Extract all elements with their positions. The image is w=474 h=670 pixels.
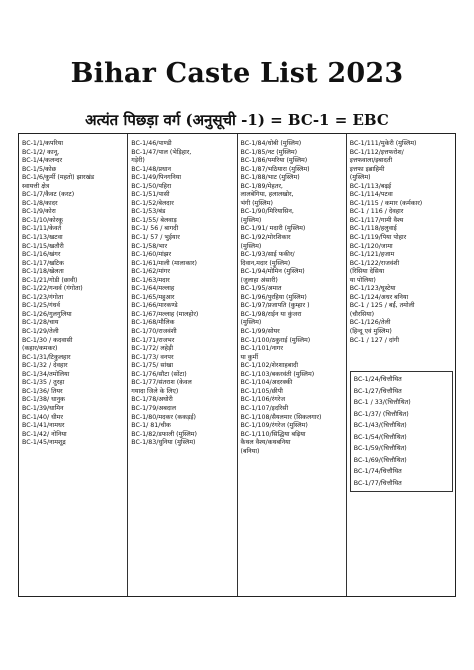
- caste-entry: BC-1/99/सोयर: [240, 328, 280, 336]
- caste-entry: या पोलिया): [349, 276, 376, 284]
- caste-entry: गड़ेरी): [131, 157, 145, 165]
- caste-entry: (मुस्लिम): [349, 174, 371, 182]
- caste-entry: BC-1/42/ नोनिया: [22, 430, 67, 438]
- caste-entry: BC-1/84/धोबी (मुस्लिम): [240, 140, 302, 147]
- caste-entry: BC-1/118/हलुवाई: [349, 225, 397, 233]
- caste-entry: (जुलाहा अंसारी): [240, 276, 278, 284]
- section-heading: अत्यंत पिछड़ा वर्ग (अनुसूची -1) = BC-1 = EBC: [85, 111, 389, 129]
- caste-entry: BC-1/85/नट (मुस्लिम): [240, 148, 298, 156]
- caste-entry: BC-1/89/मेहतर,: [240, 182, 283, 190]
- caste-entry: BC-1/62/मांगर: [131, 268, 170, 276]
- caste-entry: BC-1/119/पिया पोहार: [349, 234, 407, 242]
- caste-entry: BC-1/ 56 / बागदी: [131, 225, 179, 233]
- caste-entry: इत्तफवाला/इबादती: [349, 157, 393, 165]
- caste-entry: BC-1/18/खेलता: [22, 268, 64, 276]
- caste-entry: BC-1 / 116 / देवहार: [349, 208, 404, 216]
- caste-entry: BC-1/53/बंड: [131, 208, 166, 216]
- caste-entry: BC-1/90/मिरियासिन,: [240, 208, 294, 216]
- caste-entry: BC-1/30 / कदवासी: [22, 336, 73, 344]
- caste-entry: BC-1/112/इत्तफरोश/: [349, 148, 404, 156]
- caste-entry: BC-1/47/पाल (भेड़िहार,: [131, 148, 192, 156]
- caste-entry: BC-1/83/धुनिया (मुस्लिम): [131, 439, 196, 447]
- caste-entry: BC-1/114/पटवा: [349, 191, 393, 199]
- caste-entry: गयादा जिले के लिए): [131, 387, 179, 395]
- caste-entry: BC-1/68/मौलिक: [131, 319, 175, 327]
- caste-entry: BC-1/94/मोमिन (मुस्लिम): [240, 268, 305, 276]
- caste-entry: BC-1/8/कादर: [22, 199, 58, 207]
- caste-entry: BC-1/97/प्रजापति (कुम्हार ): [240, 302, 310, 310]
- caste-entry: BC-1/78/अघोरी: [131, 396, 173, 404]
- caste-entry: BC-1/66/मारकण्डे: [131, 302, 178, 310]
- caste-entry: BC-1/126/तेली: [349, 319, 391, 327]
- caste-entry: (बनिया): [240, 447, 260, 455]
- caste-entry: BC-1/34/तमोलिया: [22, 370, 70, 378]
- caste-entry: BC-1/38/ धानुक: [22, 396, 65, 404]
- caste-entry: भंगी (मुस्लिम): [240, 199, 273, 207]
- caste-entry: BC-1/76/सौटा (सोंटा): [131, 370, 187, 378]
- caste-entry: BC-1/26/गुलगुलिया: [22, 310, 72, 318]
- caste-entry: BC-1/23/गंगोता: [22, 293, 64, 301]
- caste-entry: BC-1/25/गंधर्व: [22, 302, 61, 310]
- caste-entry: लालबेगिया, हलालखोर,: [240, 191, 294, 199]
- caste-entry: BC-1/104/अदरक्की: [240, 379, 293, 387]
- table-column-4: [347, 134, 455, 596]
- caste-entry: BC-1/115 / कमार (कर्मकार): [349, 199, 423, 207]
- caste-entry: BC-1/31/टिकुलहार: [22, 353, 71, 361]
- caste-entry: BC-1/21/गोडी (छावी): [22, 276, 78, 284]
- caste-entry: BC-1/39/धामिन: [22, 404, 64, 412]
- caste-entry: BC-1/91/ मदारी (मुस्लिम): [240, 225, 306, 233]
- caste-entry: BC-1/124/अधर बनिया: [349, 293, 409, 301]
- caste-entry: BC-1/6/कुर्मी (महतो) झारखंड: [22, 174, 95, 182]
- caste-entry: BC-1/64/मल्लाह: [131, 285, 175, 293]
- caste-entry: BC-1/61/माली (मालाकार): [131, 259, 197, 267]
- caste-entry: BC-1/123/घूस्टेया: [349, 285, 396, 293]
- caste-entry: BC-1/110/सिद्धिया बढ़िया: [240, 430, 306, 438]
- caste-entry: BC-1/27/चित्तौथित: [353, 387, 402, 395]
- caste-entry: BC-1/24/चित्तौथित: [353, 376, 402, 384]
- caste-entry: BC-1/7/कैवट (करट): [22, 191, 75, 199]
- caste-entry: (मुस्लिम): [240, 242, 262, 250]
- caste-entry: BC-1/28/चाय: [22, 319, 59, 327]
- caste-entry: BC-1 / 127 / दांगी: [349, 336, 400, 344]
- caste-entry: BC-1/22/गन्धर्व (गंगोता): [22, 285, 83, 293]
- omitted-entries-box: [350, 371, 453, 492]
- caste-entry: कैथल वैश्य/कथबनिया: [240, 439, 291, 447]
- caste-entry: BC-1/70/राजवंशी: [131, 328, 177, 336]
- caste-entry: BC-1/79/अबदाल: [131, 404, 177, 412]
- caste-entry: (हिन्दू एवं मुस्लिम): [349, 328, 392, 336]
- table-column-1: [19, 134, 128, 596]
- caste-entry: BC-1/72/ लहेड़ी: [131, 345, 174, 353]
- caste-entry: BC-1/40/ धीमर: [22, 413, 63, 421]
- caste-entry: BC-1/86/पमरिया (मुस्लिम): [240, 157, 308, 165]
- table-column-3: [238, 134, 347, 596]
- caste-entry: BC-1/101/नागर: [240, 345, 283, 353]
- caste-entry: BC-1/45/नामशूद्र: [22, 439, 66, 447]
- caste-entry: BC-1/4/कलन्दर: [22, 157, 63, 165]
- caste-entry: BC-1/77/संतराश (केवल: [131, 379, 192, 387]
- caste-entry: BC-1/41/नामधर: [22, 422, 65, 430]
- caste-entry: BC-1/107/इदरिसी: [240, 404, 289, 412]
- caste-entry: BC-1/69/(चित्तौथित): [353, 456, 407, 464]
- caste-entry: BC-1/52/बेलदार: [131, 199, 174, 207]
- caste-entry: BC-1 / 33/(चित्तौथित): [353, 399, 411, 407]
- caste-entry: BC-1/65/महुआर: [131, 293, 175, 301]
- caste-entry: BC-1/5/कोछ: [22, 165, 57, 173]
- caste-entry: BC-1/93/साई फकीर/: [240, 251, 295, 259]
- caste-entry: BC-1/113/बढ़ई: [349, 182, 392, 190]
- caste-entry: BC-1/36/ तियर: [22, 387, 63, 395]
- caste-entry: BC-1/55/ बेलवाड़: [131, 216, 177, 224]
- caste-entry: (मुस्लिम): [240, 319, 262, 327]
- caste-entry: BC-1/95/अमात: [240, 285, 282, 293]
- caste-entry: BC-1/2/ कानू,: [22, 148, 60, 156]
- caste-entry: (मुस्लिम): [240, 216, 262, 224]
- caste-entry: BC-1/121/हजाम: [349, 251, 395, 259]
- caste-entry: BC-1/ 81/चीक: [131, 422, 171, 430]
- caste-entry: BC-1/10/कोरकू: [22, 216, 64, 224]
- caste-table: [18, 133, 456, 597]
- caste-entry: BC-1/103/बकरवंती (मुस्लिम): [240, 370, 315, 378]
- caste-entry: BC-1/58/भार: [131, 242, 168, 250]
- caste-entry: BC-1/96/पुरहिया (मुस्लिम): [240, 293, 307, 301]
- caste-entry: BC-1/100/ठकुराई (मुस्लिम): [240, 336, 311, 344]
- caste-entry: BC-1/73/ वनपर: [131, 353, 174, 361]
- caste-entry: इत्तफा इब्राहिमी: [349, 165, 385, 173]
- caste-entry: BC-1/111/मुकेरी (मुस्लिम): [349, 140, 417, 147]
- caste-entry: BC-1 / 125 / बर्ई, तमोली: [349, 302, 415, 310]
- caste-entry: BC-1/82/डफाली (मुस्लिम): [131, 430, 197, 438]
- caste-entry: BC-1/98/राईन या कुंजरा: [240, 310, 302, 318]
- caste-entry: BC-1/1/कपरिया: [22, 140, 64, 147]
- caste-entry: BC-1/80/मदकर (ककड़ई): [131, 413, 196, 421]
- caste-entry: BC-1/102/शेरशाहबादी: [240, 362, 298, 370]
- caste-entry: BC-1/29/तेली: [22, 328, 59, 336]
- column-list: [350, 140, 453, 345]
- caste-entry: BC-1/105/छीपी: [240, 387, 283, 395]
- caste-entry: BC-1/16/खंगर: [22, 251, 61, 259]
- caste-entry: BC-1/51/पासी: [131, 191, 170, 199]
- caste-entry: BC-1/9/कोरा: [22, 208, 56, 216]
- caste-entry: BC-1/92/मोरशिकार: [240, 234, 291, 242]
- caste-entry: BC-1/74/चित्तौथित: [353, 468, 402, 476]
- caste-entry: स्वायत्ती क्षेत्र: [22, 182, 50, 190]
- caste-entry: या कुर्मी: [240, 353, 259, 361]
- caste-entry: BC-1/122/राजवंशी: [349, 259, 400, 267]
- caste-entry: BC-1/35 / तुरहा: [22, 379, 65, 387]
- caste-entry: BC-1/108/सैयलमार (सिकलगार): [240, 413, 322, 421]
- caste-entry: BC-1/49/पिनगनिया: [131, 174, 182, 182]
- table-column-2: [128, 134, 237, 596]
- caste-entry: BC-1/60/मांझर: [131, 251, 172, 259]
- caste-entry: (रिसिया देसिया: [349, 268, 385, 276]
- caste-entry: BC-1/32 / देवहार: [22, 362, 68, 370]
- caste-entry: BC-1/43/(चित्तौथित): [353, 422, 407, 430]
- caste-entry: BC-1/120/जामा: [349, 242, 393, 250]
- caste-entry: BC-1/59/(चित्तौथित): [353, 445, 407, 453]
- caste-entry: BC-1/ 57 / भुईयार: [131, 234, 180, 242]
- caste-entry: BC-1/109/रंगरेज (मुस्लिम): [240, 422, 308, 430]
- caste-entry: (चौरसिया): [349, 310, 375, 318]
- caste-entry: BC-1/75/ सांखा: [131, 362, 174, 370]
- caste-entry: BC-1/13/खटवा: [22, 234, 63, 242]
- caste-entry: BC-1/77/चित्तौथित: [353, 479, 402, 487]
- page-title: Bihar Caste List 2023: [70, 58, 404, 89]
- caste-entry: BC-1/67/मल्लाह (मालहोर): [131, 310, 199, 318]
- caste-entry: BC-1/71/राजभर: [131, 336, 175, 344]
- caste-entry: BC-1/48/प्रधान: [131, 165, 171, 173]
- caste-entry: BC-1/106/रंगरेज: [240, 396, 286, 404]
- caste-entry: (कहार/कमकर): [22, 345, 58, 353]
- caste-entry: BC-1/63/मदार: [131, 276, 170, 284]
- caste-entry: BC-1/17/खटिक: [22, 259, 64, 267]
- caste-entry: BC-1/46/पाण्डी: [131, 140, 172, 147]
- caste-entry: BC-1/50/पहिरा: [131, 182, 172, 190]
- caste-entry: BC-1/117/गामी वैश्य: [349, 216, 404, 224]
- caste-entry: BC-1/54/(चित्तौथित): [353, 433, 407, 441]
- caste-entry: BC-1/88/भाट (मुस्लिम): [240, 174, 300, 182]
- caste-entry: दिवान,मदार (मुस्लिम): [240, 259, 291, 267]
- caste-entry: BC-1/15/खतौरी: [22, 242, 64, 250]
- caste-entry: BC-1/37/ (चित्तौथित): [353, 410, 409, 418]
- caste-entry: BC-1/11/केवर्त: [22, 225, 62, 233]
- caste-entry: BC-1/87/भठियारा (मुस्लिम): [240, 165, 310, 173]
